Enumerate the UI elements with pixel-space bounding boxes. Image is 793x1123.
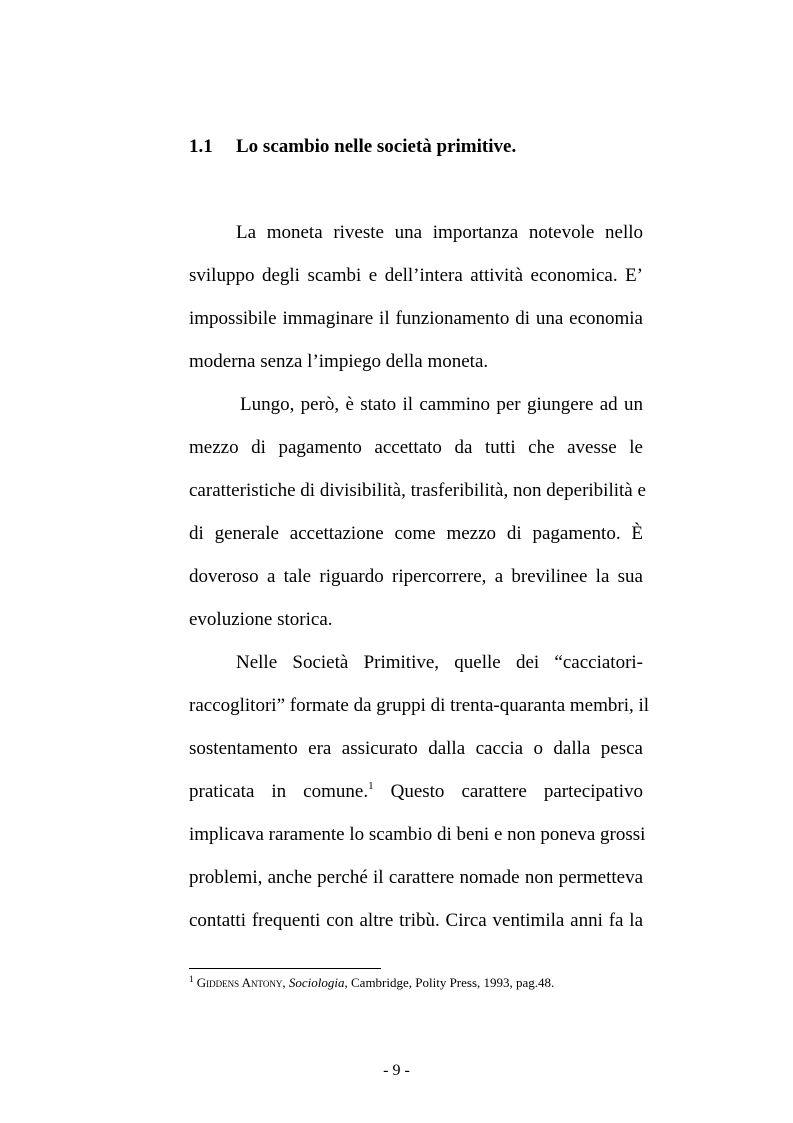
body-line: implicava raramente lo scambio di beni e non poneva grossi bbox=[189, 824, 646, 845]
body-line-with-footnote bbox=[189, 781, 643, 803]
footnote-publication: , Cambridge, Polity Press, 1993, pag.48. bbox=[344, 975, 555, 990]
body-line: sostentamento era assicurato dalla caccia o dalla pesca bbox=[189, 738, 643, 759]
body-text: praticata in comune. bbox=[189, 781, 369, 802]
page-number: - 9 - bbox=[383, 1062, 410, 1079]
section-title: Lo scambio nelle società primitive. bbox=[236, 136, 517, 157]
footnote bbox=[189, 975, 554, 991]
body-line: La moneta riveste una importanza notevole nello bbox=[236, 222, 643, 243]
body-line: Lungo, però, è stato il cammino per giungere ad un bbox=[240, 394, 643, 415]
body-line: Nelle Società Primitive, quelle dei “cacciatori- bbox=[236, 652, 643, 673]
body-line: doveroso a tale riguardo ripercorrere, a brevilinee la sua bbox=[189, 566, 643, 587]
body-line: contatti frequenti con altre tribù. Circa ventimila anni fa la bbox=[189, 910, 643, 931]
body-line: sviluppo degli scambi e dell’intera attività economica. E’ bbox=[189, 265, 643, 286]
section-heading bbox=[189, 136, 516, 158]
section-number: 1.1 bbox=[189, 136, 213, 157]
footnote-author: Giddens Antony bbox=[196, 975, 283, 990]
footnote-reference: 1 bbox=[368, 780, 374, 792]
footnote-mark: 1 bbox=[189, 974, 194, 984]
body-line: problemi, anche perché il carattere nomade non permetteva bbox=[189, 867, 643, 888]
footnote-separator bbox=[189, 968, 381, 969]
body-line: caratteristiche di divisibilità, trasferibilità, non deperibilità e bbox=[189, 480, 646, 501]
body-line: mezzo di pagamento accettato da tutti che avesse le bbox=[189, 437, 643, 458]
footnote-separator-text: , bbox=[282, 975, 289, 990]
body-line: raccoglitori” formate da gruppi di trenta-quaranta membri, il bbox=[189, 695, 650, 716]
body-line: di generale accettazione come mezzo di pagamento. È bbox=[189, 523, 643, 544]
body-line: impossibile immaginare il funzionamento di una economia bbox=[189, 308, 643, 329]
body-text: Questo carattere partecipativo bbox=[390, 781, 644, 802]
footnote-title: Sociologia bbox=[288, 975, 345, 990]
body-line: evoluzione storica. bbox=[189, 609, 333, 630]
body-line: moderna senza l’impiego della moneta. bbox=[189, 351, 489, 372]
